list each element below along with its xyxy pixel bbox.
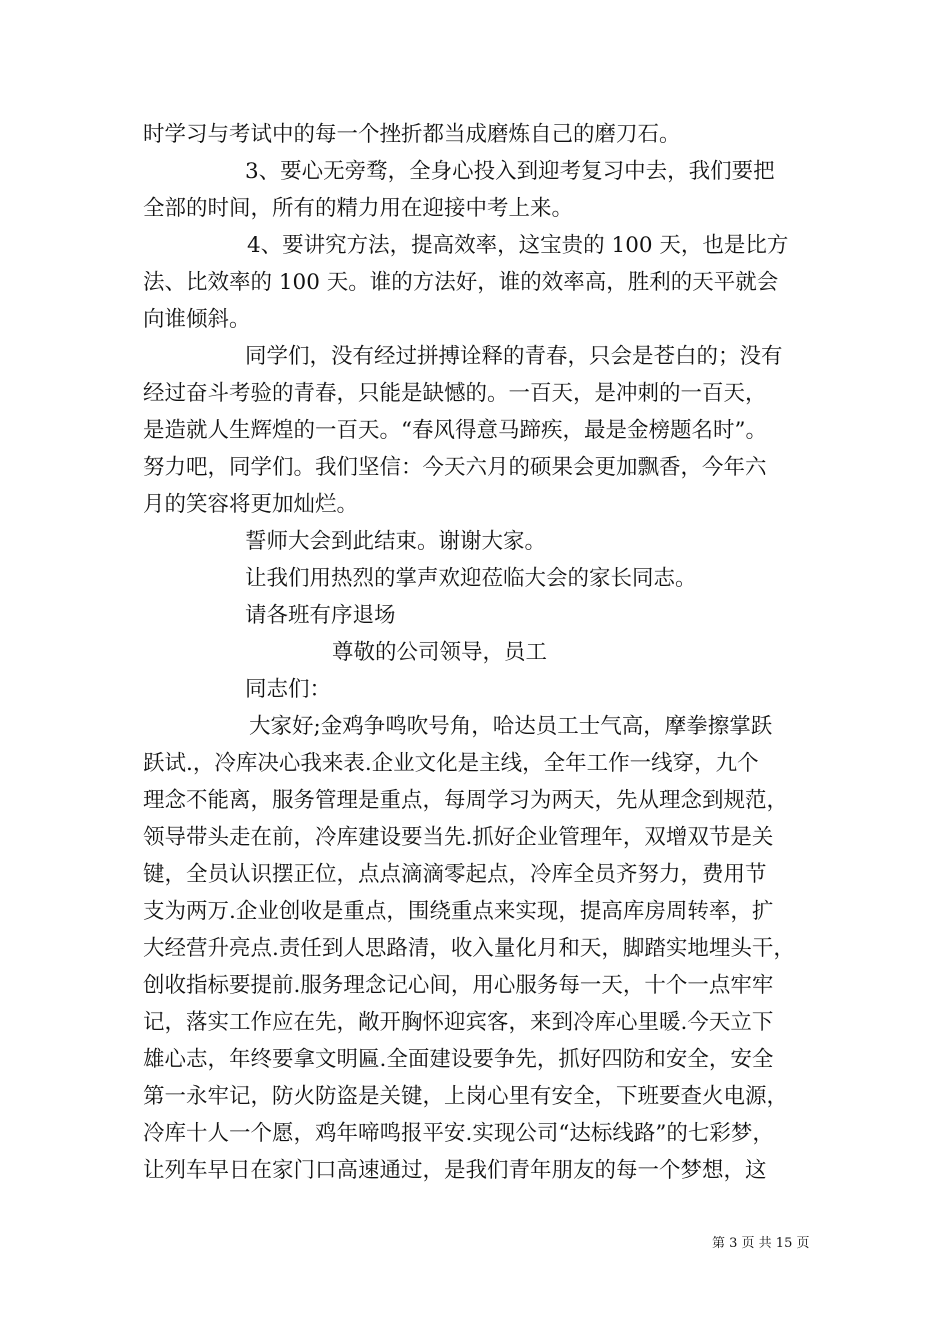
text-line: 请各班有序退场 [245, 603, 396, 628]
text-line: 誓师大会到此结束。谢谢大家。 [245, 529, 547, 554]
text-line: 记，落实工作应在先，敞开胸怀迎宾客，来到冷库心里暖.今天立下 [143, 1010, 774, 1035]
text-line: 大家好;金鸡争鸣吹号角，哈达员工士气高，摩拳擦掌跃 [249, 714, 773, 739]
text-line: 同志们： [245, 677, 332, 702]
text-line: 让列车早日在家门口高速通过，是我们青年朋友的每一个梦想，这 [143, 1158, 767, 1183]
text-line: 尊敬的公司领导，员工 [332, 640, 548, 665]
text-line: 创收指标要提前.服务理念记心间，用心服务每一天，十个一点牢牢 [143, 973, 774, 998]
text-line: 全部的时间，所有的精力用在迎接中考上来。 [143, 196, 574, 221]
text-line: 月的笑容将更加灿烂。 [143, 492, 359, 517]
text-line: 4、要讲究方法，提高效率，这宝贵的 100 天，也是比方 [247, 233, 789, 258]
text-line: 是造就人生辉煌的一百天。“春风得意马蹄疾，最是金榜题名时”。 [143, 418, 767, 443]
text-line: 第一永牢记，防火防盗是关键，上岗心里有安全，下班要查火电源， [143, 1084, 789, 1109]
text-line: 跃试.，冷库决心我来表.企业文化是主线，全年工作一线穿，九个 [143, 751, 759, 776]
text-line: 冷库十人一个愿，鸡年啼鸣报平安.实现公司“达标线路”的七彩梦， [143, 1121, 774, 1146]
text-line: 支为两万.企业创收是重点，围绕重点来实现，提高库房周转率，扩 [143, 899, 774, 924]
text-line: 大经营升亮点.责任到人思路清，收入量化月和天，脚踏实地埋头干， [143, 936, 795, 961]
text-line: 努力吧，同学们。我们坚信：今天六月的硕果会更加飘香，今年六 [143, 455, 767, 480]
text-line: 法、比效率的 100 天。谁的方法好，谁的效率高，胜利的天平就会 [143, 270, 779, 295]
text-line: 雄心志，年终要拿文明匾.全面建设要争先，抓好四防和安全，安全 [143, 1047, 774, 1072]
text-line: 向谁倾斜。 [143, 307, 251, 332]
text-line: 同学们，没有经过拼搏诠释的青春，只会是苍白的；没有 [245, 344, 783, 369]
text-line: 时学习与考试中的每一个挫折都当成磨炼自己的磨刀石。 [143, 122, 681, 147]
text-line: 经过奋斗考验的青春，只能是缺憾的。一百天，是冲刺的一百天， [143, 381, 767, 406]
text-line: 3、要心无旁骛，全身心投入到迎考复习中去，我们要把 [245, 159, 775, 184]
text-line: 理念不能离，服务管理是重点，每周学习为两天，先从理念到规范， [143, 788, 789, 813]
text-line: 领导带头走在前，冷库建设要当先.抓好企业管理年，双增双节是关 [143, 825, 774, 850]
text-line: 让我们用热烈的掌声欢迎莅临大会的家长同志。 [245, 566, 697, 591]
text-line: 键，全员认识摆正位，点点滴滴零起点，冷库全员齐努力，费用节 [143, 862, 767, 887]
page-number-footer: 第 3 页 共 15 页 [712, 1236, 810, 1251]
